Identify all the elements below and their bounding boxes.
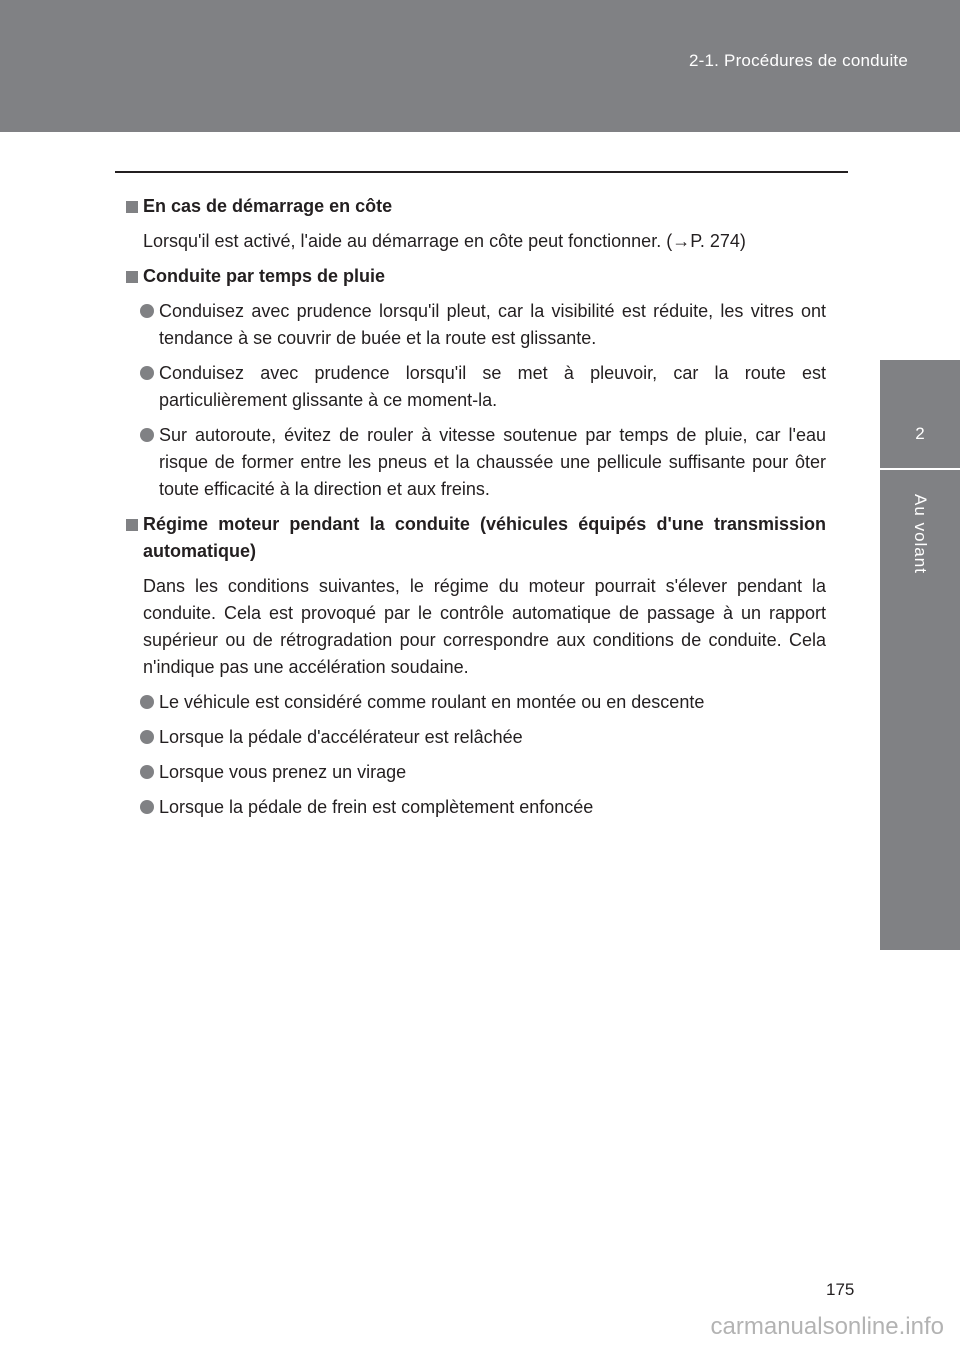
list-item-text: Sur autoroute, évitez de rouler à vitesse soutenue par temps de pluie, car l'eau risque de former entre les pneus et la chaussée une pellicule suffisante pour ôter toute efficacité à la direction et aux freins.: [159, 425, 826, 499]
top-rule: [115, 171, 848, 173]
list-item-text: Le véhicule est considéré comme roulant en montée ou en descente: [159, 692, 705, 712]
heading-text: En cas de démarrage en côte: [143, 196, 393, 216]
chapter-number: 2: [915, 424, 925, 443]
section-heading: [124, 511, 826, 565]
chapter-divider: [880, 468, 960, 470]
circle-bullet-icon: [140, 304, 154, 318]
list-item-text: Lorsque vous prenez un virage: [159, 762, 407, 782]
list-item: [124, 360, 826, 414]
square-bullet-icon: [126, 201, 138, 213]
section-heading: [124, 193, 826, 220]
header-band: [0, 0, 960, 132]
section-title: 2-1. Procédures de conduite: [689, 51, 908, 70]
chapter-label: Au volant: [911, 494, 930, 574]
chapter-side-tab: [880, 360, 960, 950]
section-heading: [124, 263, 826, 290]
list-item: [124, 298, 826, 352]
list-item-text: Conduisez avec prudence lorsqu'il pleut, car la visibilité est réduite, les vitres ont tendance à se couvrir de buée et la route est glissante.: [159, 301, 826, 348]
section-paragraph: Dans les conditions suivantes, le régime du moteur pourrait s'élever pendant la conduite. Cela est provoqué par le contrôle automatique de passage à un rapport supérieur ou de rétrogradation pour correspondre aux conditions de conduite. Cela n'indique pas une accélération soudaine.: [143, 576, 826, 677]
list-item: [124, 689, 826, 716]
list-item-text: Lorsque la pédale d'accélérateur est relâchée: [159, 727, 523, 747]
square-bullet-icon: [126, 519, 138, 531]
circle-bullet-icon: [140, 730, 154, 744]
list-item: [124, 422, 826, 503]
page-content: [124, 193, 826, 829]
heading-text: Régime moteur pendant la conduite (véhicules équipés d'une transmission automatique): [143, 514, 826, 561]
circle-bullet-icon: [140, 695, 154, 709]
list-item: [124, 759, 826, 786]
list-item: [124, 794, 826, 821]
square-bullet-icon: [126, 271, 138, 283]
list-item: [124, 724, 826, 751]
circle-bullet-icon: [140, 765, 154, 779]
list-item-text: Conduisez avec prudence lorsqu'il se met à pleuvoir, car la route est particulièrement glissante à ce moment-la.: [159, 363, 826, 410]
page-number: 175: [826, 1280, 855, 1299]
circle-bullet-icon: [140, 428, 154, 442]
watermark: carmanualsonline.info: [710, 1313, 944, 1340]
circle-bullet-icon: [140, 800, 154, 814]
circle-bullet-icon: [140, 366, 154, 380]
list-item-text: Lorsque la pédale de frein est complètement enfoncée: [159, 797, 594, 817]
section-paragraph: Lorsqu'il est activé, l'aide au démarrage en côte peut fonctionner. (→P. 274): [143, 231, 746, 251]
heading-text: Conduite par temps de pluie: [143, 266, 386, 286]
